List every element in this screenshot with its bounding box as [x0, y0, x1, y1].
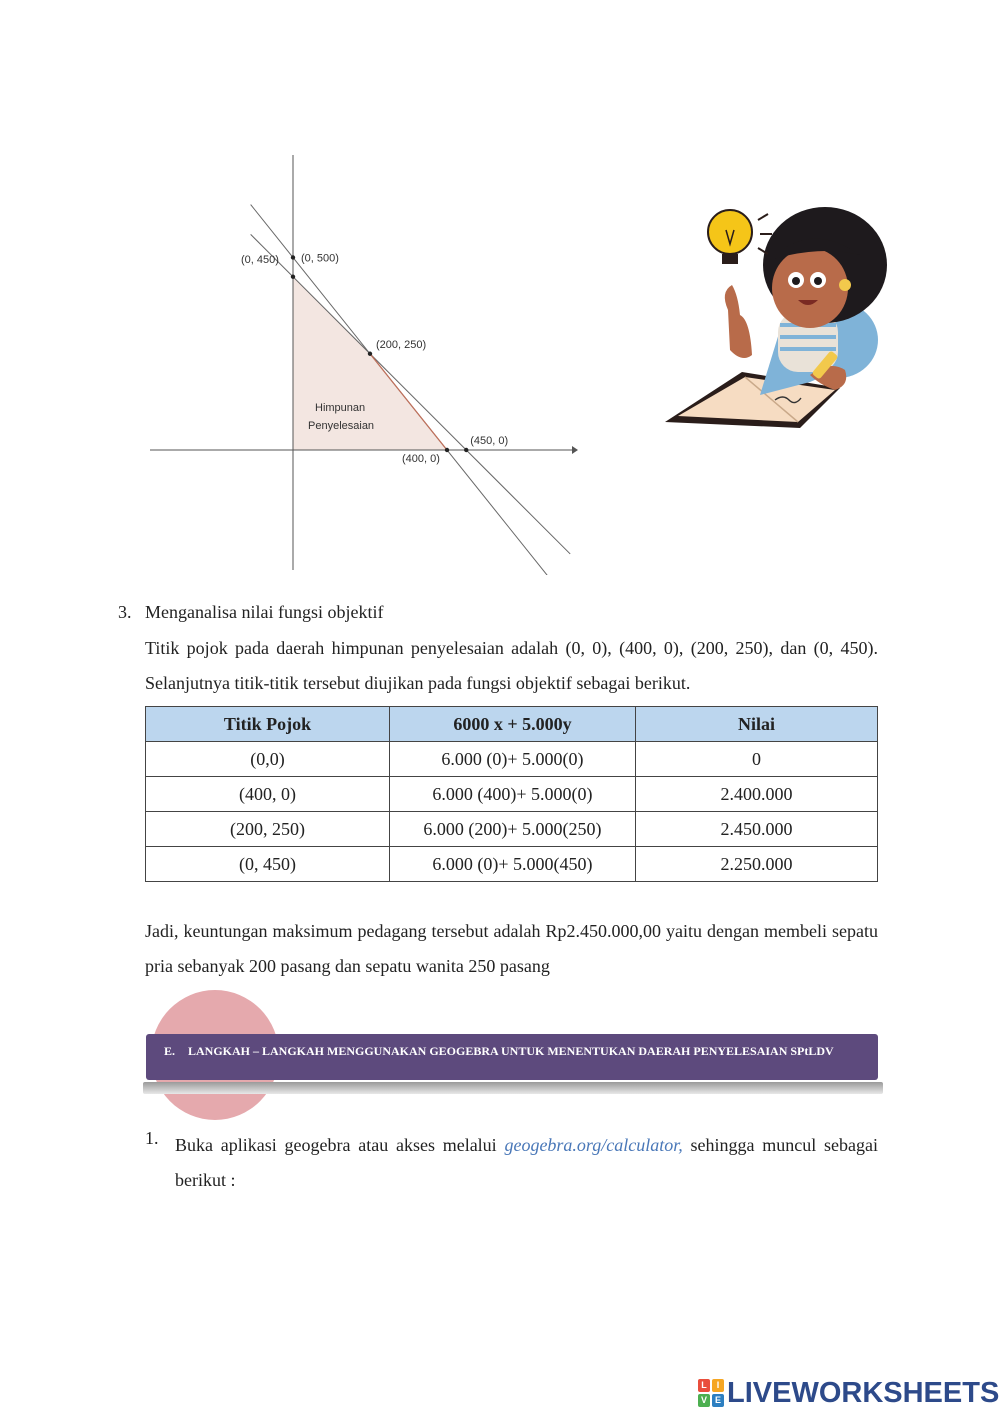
section-e-banner	[143, 990, 883, 1120]
table-cell: 6.000 (200)+ 5.000(250)	[390, 812, 636, 847]
section-3-title: Menganalisa nilai fungsi objektif	[145, 602, 384, 622]
point-label-0-500: (0, 500)	[301, 252, 339, 265]
table-row	[146, 777, 878, 812]
girl-idea-illustration	[660, 200, 900, 440]
region-label-line1: Himpunan	[315, 402, 366, 414]
logo-letter: I	[712, 1379, 724, 1392]
point-label-0-450: (0, 450)	[241, 253, 279, 266]
step-1-number: 1.	[145, 1128, 159, 1148]
table-header-cell: 6000 x + 5.000y	[390, 707, 636, 742]
feasible-region-graph	[140, 145, 580, 575]
table-cell: 0	[636, 742, 878, 777]
table-row	[146, 812, 878, 847]
table-cell: (0, 450)	[146, 847, 390, 882]
logo-grid-icon	[698, 1379, 724, 1407]
table-cell: 6.000 (0)+ 5.000(450)	[390, 847, 636, 882]
table-cell: 2.450.000	[636, 812, 878, 847]
table-header-row	[146, 707, 878, 742]
geogebra-link[interactable]: geogebra.org/calculator,	[504, 1135, 683, 1155]
table-cell: 6.000 (0)+ 5.000(0)	[390, 742, 636, 777]
point-200-250	[368, 352, 372, 356]
section-e-letter: E.	[164, 1044, 176, 1058]
section-e-title: LANGKAH – LANGKAH MENGGUNAKAN GEOGEBRA UNTUK MENENTUKAN DAERAH PENYELESAIAN SPtLDV	[188, 1044, 834, 1058]
table-row	[146, 742, 878, 777]
table-cell: (200, 250)	[146, 812, 390, 847]
table-header-cell: Titik Pojok	[146, 707, 390, 742]
section-3-number: 3.	[118, 602, 132, 622]
point-400-0	[445, 448, 449, 452]
liveworksheets-logo	[698, 1376, 999, 1410]
x-axis-arrow	[572, 446, 578, 454]
light-bulb-icon	[708, 210, 772, 264]
logo-letter: V	[698, 1394, 710, 1407]
banner-shadow	[143, 1082, 883, 1094]
step-1-text-before: Buka aplikasi geogebra atau akses melalui	[175, 1135, 505, 1155]
step-1-text-after: sehingga muncul sebagai berikut :	[175, 1135, 878, 1190]
point-label-450-0: (450, 0)	[470, 435, 509, 447]
section-e-heading	[164, 1043, 869, 1060]
point-450-0	[464, 448, 468, 452]
region-label-line2: Penyelesaian	[308, 420, 375, 432]
banner-bar	[146, 1034, 878, 1080]
table-header-cell: Nilai	[636, 707, 878, 742]
logo-text: LIVEWORKSHEETS	[727, 1376, 1000, 1409]
logo-letter: L	[698, 1379, 710, 1392]
step-1-text	[175, 1128, 878, 1198]
table-row	[146, 847, 878, 882]
table-cell: 2.400.000	[636, 777, 878, 812]
point-0-450	[291, 275, 295, 279]
point-0-500	[291, 255, 295, 259]
table-cell: (0,0)	[146, 742, 390, 777]
conclusion-paragraph: Jadi, keuntungan maksimum pedagang tersebut adalah Rp2.450.000,00 yaitu dengan membeli sepatu pria sebanyak 200 pasang dan sepatu wanita 250 pasang	[145, 921, 878, 976]
point-label-200-250: (200, 250)	[376, 338, 427, 351]
table-cell: 2.250.000	[636, 847, 878, 882]
table-cell: (400, 0)	[146, 777, 390, 812]
logo-letter: E	[712, 1394, 724, 1407]
point-label-400-0: (400, 0)	[402, 453, 440, 465]
corner-points-table	[145, 706, 878, 882]
section-3-intro: Titik pojok pada daerah himpunan penyelesaian adalah (0, 0), (400, 0), (200, 250), dan (0, 450). Selanjutnya titik-titik tersebut diujikan pada fungsi objektif sebagai berikut.	[145, 638, 878, 693]
table-cell: 6.000 (400)+ 5.000(0)	[390, 777, 636, 812]
